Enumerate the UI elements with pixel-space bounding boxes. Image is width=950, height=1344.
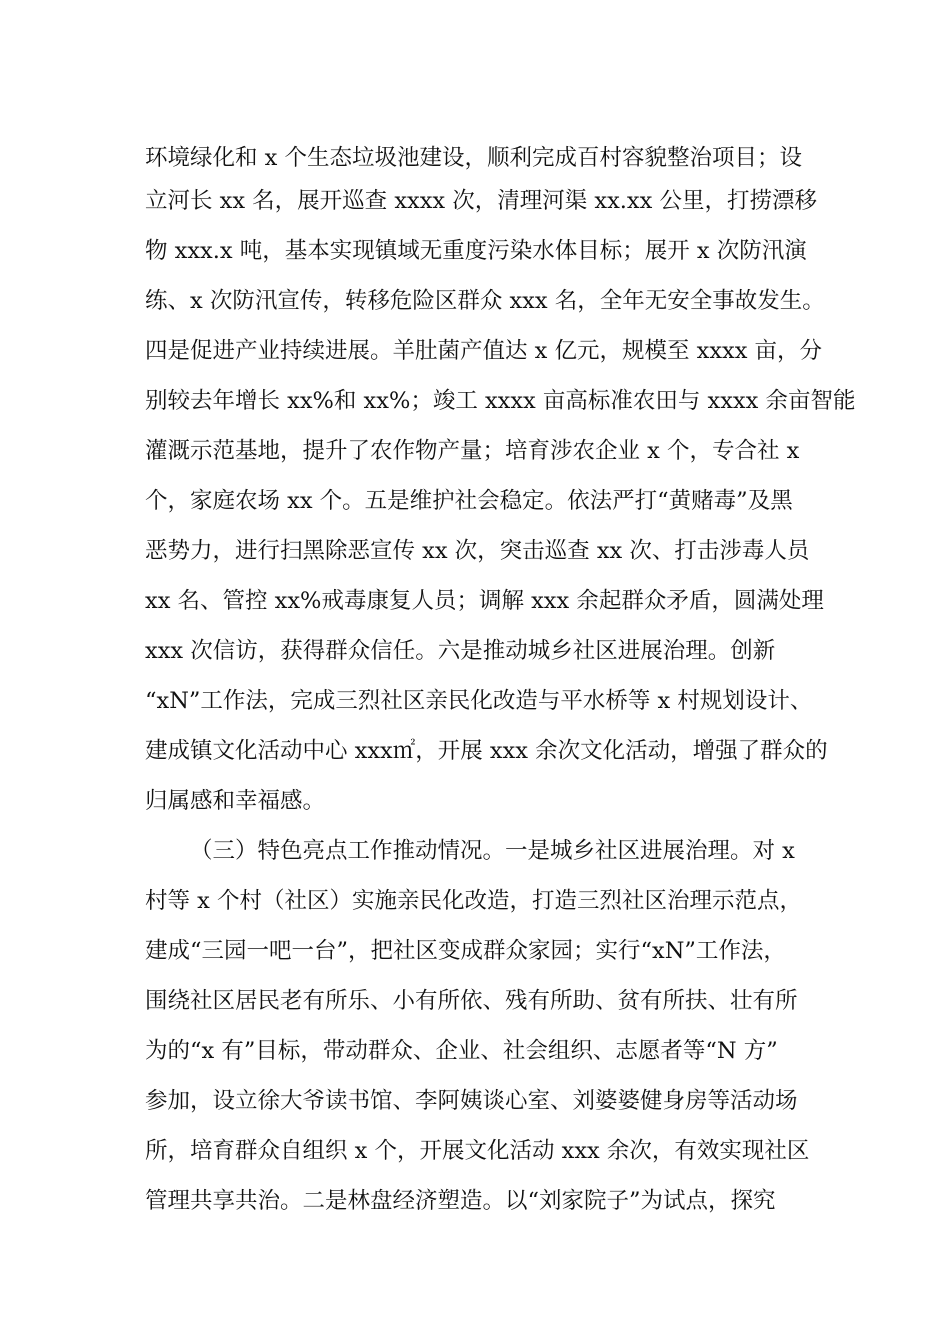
text-line: 物 xxx.x 吨，基本实现镇域无重度污染水体目标；展开 x 次防汛演 bbox=[145, 238, 807, 264]
text-line: 建成镇文化活动中心 xxx㎡，开展 xxx 余次文化活动，增强了群众的 bbox=[145, 738, 828, 764]
text-line: 练、x 次防汛宣传，转移危险区群众 xxx 名，全年无安全事故发生。 bbox=[145, 288, 825, 314]
text-line: 村等 x 个村（社区）实施亲民化改造，打造三烈社区治理示范点， bbox=[145, 888, 802, 914]
text-line: 参加，设立徐大爷读书馆、李阿姨谈心室、刘婆婆健身房等活动场 bbox=[145, 1088, 798, 1114]
text-line: xxx 次信访，获得群众信任。六是推动城乡社区进展治理。创新 bbox=[145, 638, 776, 664]
text-line: 个，家庭农场 xx 个。五是维护社会稳定。依法严打“黄赌毒”及黑 bbox=[145, 488, 793, 514]
text-line: 归属感和幸福感。 bbox=[145, 788, 326, 814]
text-line: 管理共享共治。二是林盘经济塑造。以“刘家院子”为试点，探究 bbox=[145, 1188, 776, 1214]
text-line: 围绕社区居民老有所乐、小有所依、残有所助、贫有所扶、壮有所 bbox=[145, 988, 798, 1014]
text-line: 建成“三园一吧一台”，把社区变成群众家园；实行“xN”工作法， bbox=[145, 938, 786, 964]
text-line: 恶势力，进行扫黑除恶宣传 xx 次，突击巡查 xx 次、打击涉毒人员 bbox=[145, 538, 810, 564]
text-line: 所，培育群众自组织 x 个，开展文化活动 xxx 余次，有效实现社区 bbox=[145, 1138, 810, 1164]
section-heading-line: （三）特色亮点工作推动情况。一是城乡社区进展治理。对 x bbox=[190, 838, 795, 864]
text-line: 环境绿化和 x 个生态垃圾池建设，顺利完成百村容貌整治项目；设 bbox=[145, 145, 802, 171]
text-line: xx 名、管控 xx%戒毒康复人员；调解 xxx 余起群众矛盾，圆满处理 bbox=[145, 588, 824, 614]
text-line: 四是促进产业持续进展。羊肚菌产值达 x 亿元，规模至 xxxx 亩，分 bbox=[145, 338, 823, 364]
text-line: 立河长 xx 名，展开巡查 xxxx 次，清理河渠 xx.xx 公里，打捞漂移 bbox=[145, 188, 817, 214]
text-line: “xN”工作法，完成三烈社区亲民化改造与平水桥等 x 村规划设计、 bbox=[145, 688, 813, 714]
text-line: 灌溉示范基地，提升了农作物产量；培育涉农企业 x 个，专合社 x bbox=[145, 438, 800, 464]
text-line: 别较去年增长 xx%和 xx%；竣工 xxxx 亩高标准农田与 xxxx 余亩智能 bbox=[145, 388, 856, 414]
text-line: 为的“x 有”目标，带动群众、企业、社会组织、志愿者等“N 方” bbox=[145, 1038, 778, 1064]
